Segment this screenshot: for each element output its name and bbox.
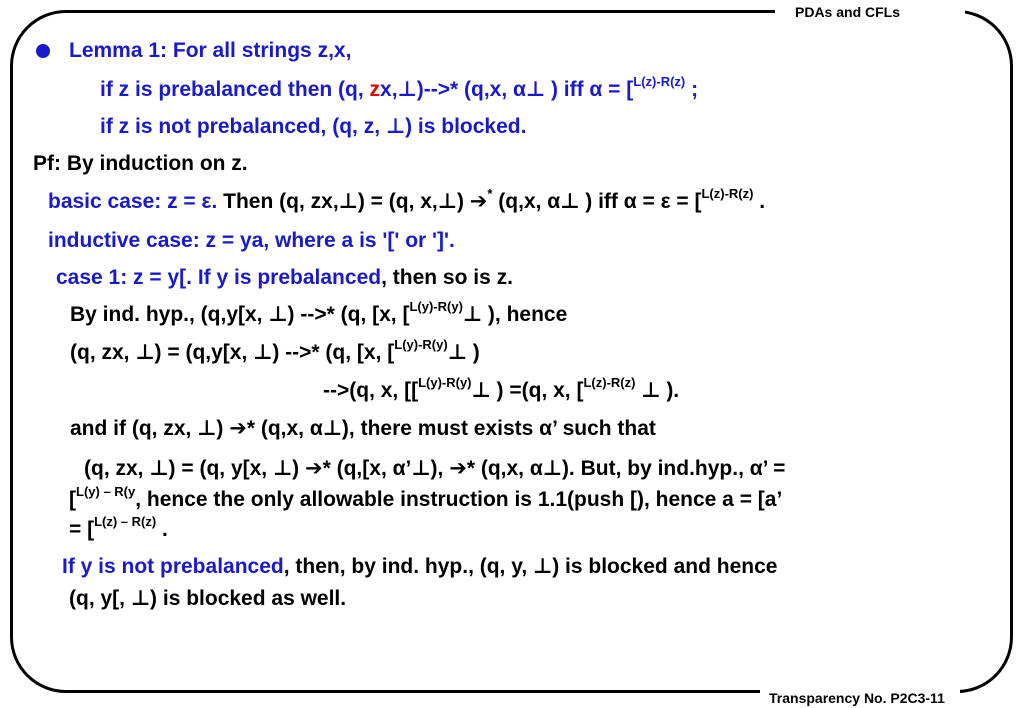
- inductive-case: inductive case: z = ya, where a is '[' or ']'.: [48, 229, 455, 252]
- right-arrow-icon: ➔: [469, 190, 488, 213]
- right-arrow-icon: ➔: [449, 457, 467, 480]
- not-prebalanced-line-2: (q, y[, ⊥) is blocked as well.: [69, 587, 347, 610]
- para-line-1: (q, zx, ⊥) = (q, y[x, ⊥) ➔* (q,[x, α’⊥), ➔* (q,x, α⊥). But, by ind.hyp., α’ =: [84, 457, 786, 480]
- para-line-2: [$^{L(y) - R(y}$, hence the only allowable instruction is 1.1(push [), hence a = [a’: [69, 484, 783, 511]
- para-line-3: = [$^{L(z) - R(z)}$ .: [69, 514, 168, 541]
- not-prebalanced-line-1: If y is not prebalanced, then, by ind. hyp., (q, y, ⊥) is blocked and hence: [62, 555, 778, 578]
- slide-footer: Transparency No. P2C3-11: [769, 690, 945, 706]
- lemma-heading: Lemma 1: For all strings z,x,: [69, 39, 352, 62]
- and-if-line: and if (q, zx, ⊥) ➔* (q,x, α⊥), there must exists α’ such that: [70, 417, 656, 440]
- slide-header: PDAs and CFLs: [795, 4, 901, 20]
- lemma-clause-1: if z is prebalanced then (q, zx,⊥)-->* (q,x, α⊥ ) iff α = [$^{L(z)-R(z)}$ ;: [100, 74, 699, 101]
- case-1: case 1: z = y[. If y is prebalanced, then so is z.: [56, 266, 513, 289]
- proof-heading: Pf: By induction on z.: [33, 152, 248, 175]
- derivation-line-1: (q, zx, ⊥) = (q,y[x, ⊥) -->* (q, [x, [$^{L(y)-R(y)}$⊥ ): [70, 337, 480, 364]
- bullet-dot-icon: [36, 44, 50, 58]
- lemma-clause-2: if z is not prebalanced, (q, z, ⊥) is blocked.: [100, 115, 527, 138]
- derivation-line-2: -->(q, x, [[$^{L(y)-R(y)}$⊥ ) =(q, x, [$^{L(z)-R(z)}$ ⊥ ).: [323, 375, 680, 402]
- by-ind-hyp-line: By ind. hyp., (q,y[x, ⊥) -->* (q, [x, [$^{L(y)-R(y)}$⊥ ), hence: [70, 299, 568, 326]
- basic-case: basic case: z = ε. Then (q, zx,⊥) = (q, x,⊥) ➔* (q,x, α⊥ ) iff α = ε = [$^{L(z)-R(z)}$ .: [48, 186, 766, 213]
- right-arrow-icon: ➔: [305, 457, 323, 480]
- right-arrow-icon: ➔: [229, 417, 247, 440]
